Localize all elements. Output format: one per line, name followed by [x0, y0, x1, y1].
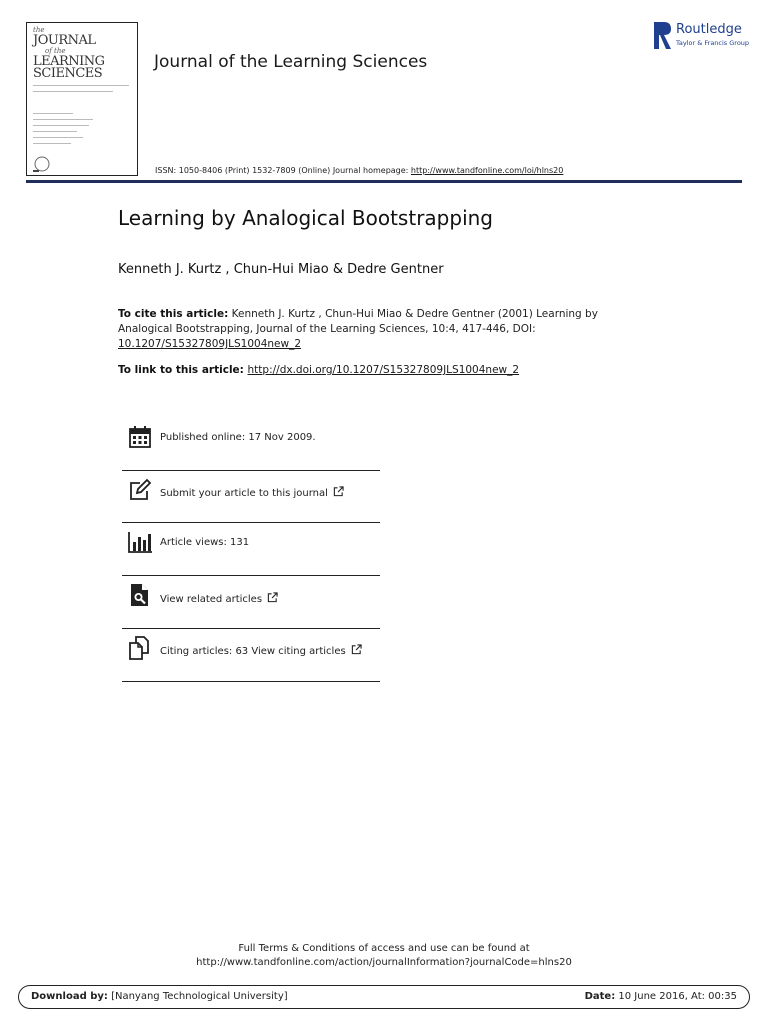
header-divider: [26, 180, 742, 183]
info-divider: [122, 575, 380, 576]
download-date: Date: 10 June 2016, At: 00:35: [584, 991, 737, 1002]
citing-articles-link[interactable]: Citing articles: 63 View citing articles: [160, 644, 362, 657]
citing-articles-row[interactable]: [122, 632, 380, 684]
related-articles-link[interactable]: View related articles: [160, 592, 278, 605]
journal-title: Journal of the Learning Sciences: [154, 52, 428, 72]
journal-homepage-link[interactable]: http://www.tandfonline.com/loi/hlns20: [410, 166, 564, 175]
info-divider: [122, 470, 380, 471]
terms-conditions: [0, 942, 768, 970]
terms-text: Full Terms & Conditions of access and use can be found at: [238, 943, 530, 954]
info-divider: [122, 681, 380, 682]
document-search-icon: [128, 583, 152, 607]
bar-chart-icon: [128, 530, 152, 554]
article-link-line: [118, 364, 519, 376]
citation-label: To cite this article:: [118, 308, 229, 320]
cover-text-learning: LEARNING: [33, 54, 105, 69]
article-views-row: [122, 526, 380, 578]
cover-text-journal: JOURNAL: [33, 33, 96, 48]
terms-url-link[interactable]: http://www.tandfonline.com/action/journalInformation?journalCode=hlns20: [196, 957, 572, 968]
citing-documents-icon: [128, 636, 152, 660]
related-articles-row[interactable]: [122, 579, 380, 631]
external-link-icon: [267, 592, 278, 603]
external-link-icon: [351, 644, 362, 655]
publisher-subtitle: Taylor & Francis Group: [676, 39, 750, 47]
submit-article-row[interactable]: [122, 474, 380, 526]
article-title: Learning by Analogical Bootstrapping: [118, 206, 493, 230]
article-views-text: Article views: 131: [160, 537, 250, 548]
info-divider: [122, 522, 380, 523]
edit-icon: [128, 478, 152, 502]
published-online-text: Published online: 17 Nov 2009.: [160, 432, 316, 443]
publisher-name: Routledge: [676, 22, 742, 37]
citation-text: Kenneth J. Kurtz , Chun-Hui Miao & Dedre Gentner (2001) Learning by Analogical Bootstrapping, Journal of the Learning Sciences, 10:4, 417-446, DOI:: [118, 308, 598, 335]
cover-text-ofthe: of the: [45, 47, 66, 55]
citation-doi-link[interactable]: 10.1207/S15327809JLS1004new_2: [118, 338, 302, 350]
external-link-icon: [333, 486, 344, 497]
calendar-icon: [128, 425, 152, 449]
article-link-label: To link to this article:: [118, 364, 248, 376]
routledge-r-icon: [654, 22, 672, 49]
publisher-logo[interactable]: [654, 22, 750, 50]
article-doi-url[interactable]: http://dx.doi.org/10.1207/S15327809JLS1004new_2: [247, 364, 520, 376]
journal-cover-image[interactable]: [26, 22, 138, 176]
cover-text-small: the: [33, 26, 45, 34]
published-online-row: [122, 422, 380, 474]
citation-block: [118, 307, 628, 352]
issn-line: [155, 166, 563, 175]
cover-text-sciences: SCIENCES: [33, 66, 103, 81]
download-info-bar: [18, 985, 750, 1009]
info-divider: [122, 628, 380, 629]
issn-text: ISSN: 1050-8406 (Print) 1532-7809 (Online) Journal homepage:: [155, 166, 411, 175]
article-authors: Kenneth J. Kurtz , Chun-Hui Miao & Dedre Gentner: [118, 262, 444, 277]
cover-logo-icon: [33, 155, 67, 173]
download-by: Download by: [Nanyang Technological University]: [31, 991, 288, 1002]
submit-article-link[interactable]: Submit your article to this journal: [160, 486, 344, 499]
